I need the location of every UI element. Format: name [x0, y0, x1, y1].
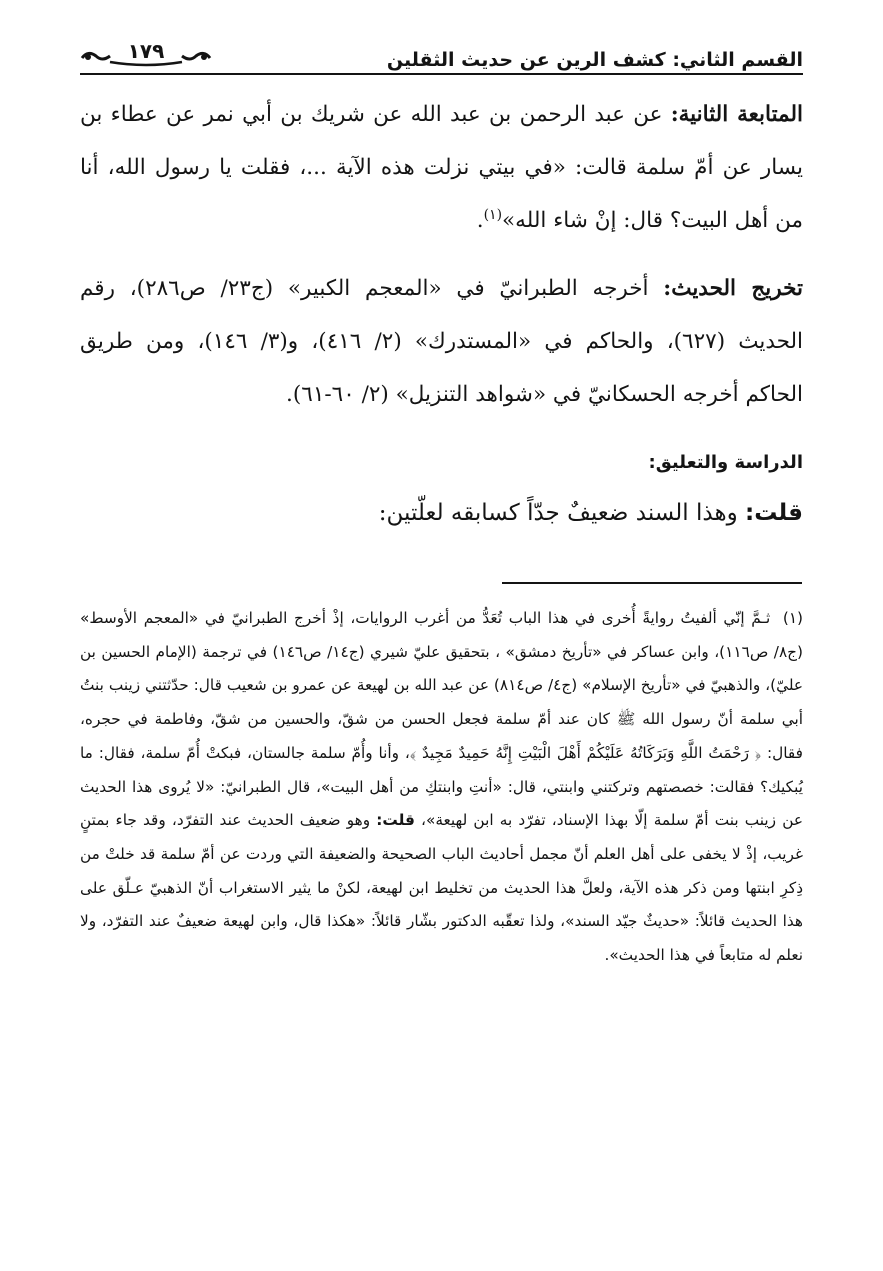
footnote-lead: قلت:	[376, 811, 415, 830]
page-number-ornament	[80, 38, 212, 70]
paragraph-hadith-sources	[80, 262, 803, 421]
section-lead-hadith-sources: تخريج الحديث:	[663, 276, 803, 301]
footnote-separator	[502, 582, 802, 584]
page-number: ١٧٩	[127, 39, 165, 63]
study-lead: قلت:	[745, 500, 803, 526]
paragraph-second-follow-up	[80, 88, 803, 250]
footnote-text-part2: وهو ضعيف الحديث عند التفرّد، وقد جاء بمتنٍ غريب، إذْ لا يخفى على أهل العلم أنّ مجمل أحاديث الباب الصحيحة والضعيفة التي وردت عن أمّ سلمة قد خلتْ من ذِكرِ ابنتها ومن ذكر هذه الآية، ولعلَّ هذا الحديث من تخليط ابن لهيعة، لكنْ ما يثير الاستغراب أنّ الذهبيّ عـلّق على هذا الحديث قائلاً: «حديثٌ جيّد السند»، ولذا تعقّبه الدكتور بشّار قائلاً: «هكذا قال، وابن لهيعة ضعيفٌ عند التفرّد، ولا نعلم له متابعاً في هذا الحديث».	[80, 811, 803, 965]
study-statement	[379, 500, 803, 526]
footnote-reference[interactable]: (١)	[483, 207, 503, 223]
section-text-hadith-sources: أخرجه الطبرانيّ في «المعجم الكبير» (ج٢٣/ ص٢٨٦)، رقم الحديث (٦٢٧)، والحاكم في «المستدرك» (٢/ ٤١٦)، و(٣/ ١٤٦)، ومن طريق الحاكم أخرجه الحسكانيّ في «شواهد التنزيل» (٢/ ٦٠-٦١).	[80, 276, 804, 407]
study-text: وهذا السند ضعيفٌ جدّاً كسابقه لعلّتين:	[378, 500, 745, 526]
footnote-1	[80, 602, 803, 973]
header-rule	[80, 73, 803, 75]
main-text	[80, 88, 803, 421]
sentence-end: .	[476, 208, 484, 233]
section-text-second-follow-up: عن عبد الرحمن بن عبد الله عن شريك بن أبي نمر عن عطاء بن يسار عن أمّ سلمة قالت: «في بيتي نزلت هذه الآية ...، فقلت يا رسول الله، أنا من أهل البيت؟ قال: إنْ شاء الله»	[80, 102, 803, 233]
running-header	[80, 32, 803, 70]
section-heading-study: الدراسة والتعليق:	[648, 452, 803, 473]
footnote-text-part1: ثـمَّ إنّي ألفيتُ روايةً أُخرى في هذا الباب تُعَدُّ من أغرب الروايات، إذْ أخرج الطبرانيّ في «المعجم الأوسط» (ج٨/ ص١١٦)، وابن عساكر في «تأريخ دمشق» ، بتحقيق عليّ شيري (ج١٤/ ص١٤٦) في ترجمة (الإمام الحسين بن عليّ)، والذهبيّ في «تأريخ الإسلام» (ج٤/ ص٨١٤) عن عبد الله بن لهيعة عن عمرو بن شعيب قال: حدّثتني زينب بنتُ أبي سلمة أنّ رسول الله ﷺ كان عند أمّ سلمة فجعل الحسن من شقّ، والحسين من شقّ، وفاطمة في حجره، فقال: ﴿ رَحْمَتُ اللَّهِ وَبَرَكَاتُهُ عَلَيْكُمْ أَهْلَ الْبَيْتِ إِنَّهُ حَمِيدٌ مَجِيدٌ ﴾، وأنا وأُمّ سلمة جالستان، فبكتْ أُمّ سلمة، فقال: ما يُبكيك؟ فقالت: خصصتهم وتركتني وابنتي، قال: «أنتِ وابنتكِ من أهل البيت»، قال الطبرانيّ: «لا يُروى هذا الحديث عن زينب بنت أمّ سلمة إلّا بهذا الإسناد، تفرّد به ابن لهيعة»،	[80, 609, 804, 830]
footnote-marker: (١)	[782, 609, 803, 627]
running-title: القسم الثاني: كشف الرين عن حديث الثقلين	[386, 49, 803, 71]
section-lead-second-follow-up: المتابعة الثانية:	[670, 102, 804, 127]
